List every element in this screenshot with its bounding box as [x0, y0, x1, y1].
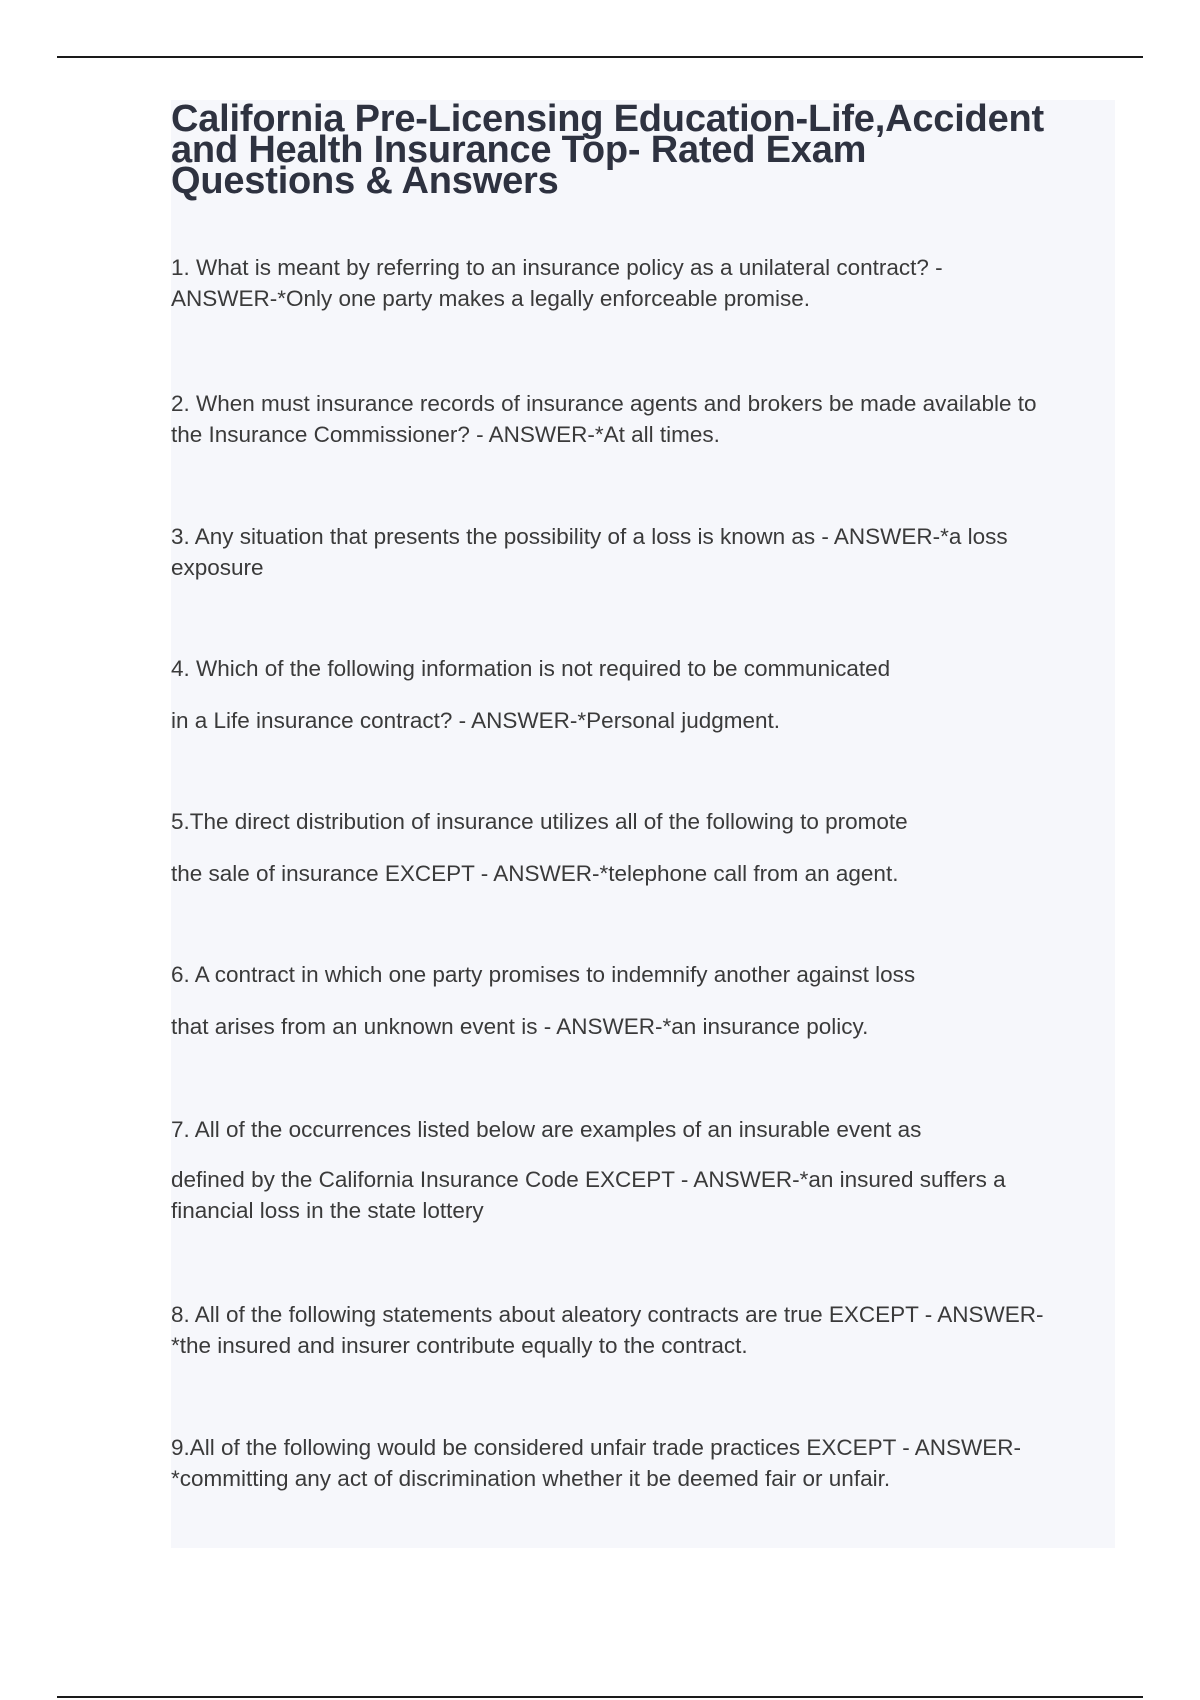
qa-line: in a Life insurance contract? - ANSWER-*Personal judgment. [171, 708, 781, 733]
qa-item-9 [171, 1432, 1115, 1494]
qa-line: the Insurance Commissioner? - ANSWER-*At all times. [171, 422, 720, 447]
top-rule [57, 56, 1143, 58]
qa-line: *committing any act of discrimination whether it be deemed fair or unfair. [171, 1466, 891, 1491]
qa-question-line: 4. Which of the following information is not required to be communicated [171, 656, 891, 681]
qa-line: financial loss in the state lottery [171, 1198, 484, 1223]
qa-line: 2. When must insurance records of insurance agents and brokers be made available to [171, 391, 1037, 416]
qa-line: the sale of insurance EXCEPT - ANSWER-*telephone call from an agent. [171, 861, 899, 886]
qa-item-5 [171, 806, 1115, 889]
document-body [171, 100, 1115, 1548]
qa-line: ANSWER-*Only one party makes a legally enforceable promise. [171, 286, 811, 311]
qa-question-line: 6. A contract in which one party promises to indemnify another against loss [171, 962, 916, 987]
document-title [171, 98, 1115, 202]
qa-item-8 [171, 1299, 1115, 1361]
bottom-rule [57, 1696, 1143, 1698]
qa-item-4 [171, 653, 1115, 736]
qa-item-6 [171, 959, 1115, 1042]
qa-line: 3. Any situation that presents the possibility of a loss is known as - ANSWER-*a loss [171, 524, 1008, 549]
qa-line: 8. All of the following statements about aleatory contracts are true EXCEPT - ANSWER- [171, 1302, 1044, 1327]
title-line: California Pre-Licensing Education-Life,Accident [171, 98, 1044, 140]
qa-line: that arises from an unknown event is - ANSWER-*an insurance policy. [171, 1014, 869, 1039]
qa-line: *the insured and insurer contribute equally to the contract. [171, 1333, 748, 1358]
qa-item-7 [171, 1114, 1115, 1226]
qa-line: 1. What is meant by referring to an insurance policy as a unilateral contract? - [171, 255, 943, 280]
qa-line: defined by the California Insurance Code EXCEPT - ANSWER-*an insured suffers a [171, 1167, 1006, 1192]
qa-question-line: 7. All of the occurrences listed below are examples of an insurable event as [171, 1117, 922, 1142]
qa-item-2 [171, 388, 1115, 450]
qa-line: exposure [171, 555, 264, 580]
qa-line: 9.All of the following would be considered unfair trade practices EXCEPT - ANSWER- [171, 1435, 1021, 1460]
qa-question-line: 5.The direct distribution of insurance utilizes all of the following to promote [171, 809, 908, 834]
qa-item-1 [171, 252, 1115, 314]
qa-item-3 [171, 521, 1115, 583]
title-line: and Health Insurance Top- Rated Exam [171, 129, 867, 171]
title-line: Questions & Answers [171, 160, 559, 202]
